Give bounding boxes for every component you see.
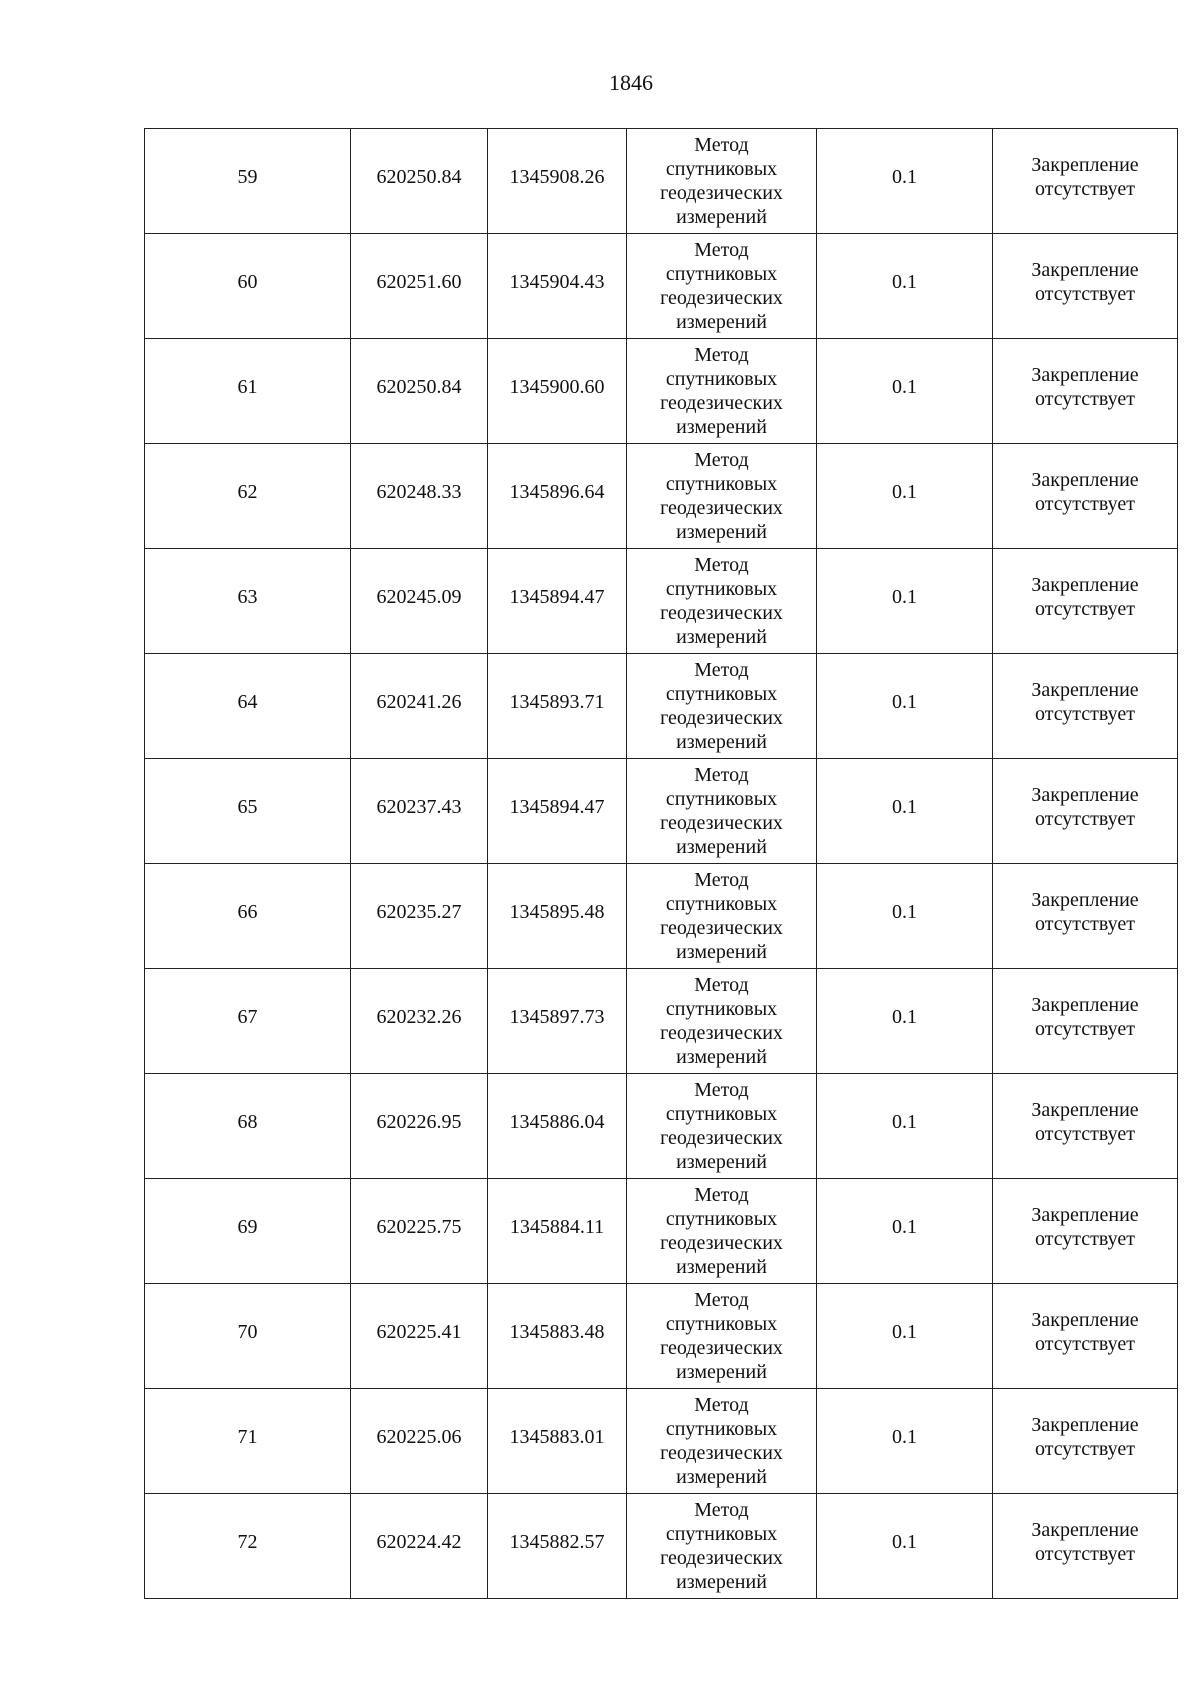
fixing-cell <box>993 549 1178 654</box>
point-number-cell: 62 <box>145 444 351 549</box>
method-cell-line: спутниковых <box>665 578 778 600</box>
method-cell <box>627 1389 817 1494</box>
method-cell-line: Метод <box>694 554 749 576</box>
fixing-cell-line: Закрепление <box>1031 994 1139 1016</box>
method-cell-line: измерений <box>676 1046 767 1068</box>
accuracy-cell: 0.1 <box>817 1074 993 1179</box>
method-cell-line: измерений <box>676 521 767 543</box>
method-cell <box>627 969 817 1074</box>
method-cell-line: измерений <box>676 941 767 963</box>
method-cell-line: геодезических <box>660 182 783 204</box>
x-coordinate-cell: 620232.26 <box>351 969 488 1074</box>
fixing-cell-line: отсутствует <box>1034 388 1136 410</box>
x-coordinate-cell: 620225.06 <box>351 1389 488 1494</box>
point-number-cell: 59 <box>145 129 351 234</box>
table-row <box>145 654 1178 759</box>
accuracy-cell: 0.1 <box>817 1494 993 1599</box>
fixing-cell-line: отсутствует <box>1034 808 1136 830</box>
fixing-cell-line: Закрепление <box>1031 1204 1139 1226</box>
method-cell-line: спутниковых <box>665 368 778 390</box>
fixing-cell <box>993 969 1178 1074</box>
method-cell-line: измерений <box>676 1466 767 1488</box>
method-cell-line: Метод <box>694 449 749 471</box>
table-row <box>145 549 1178 654</box>
y-coordinate-cell: 1345883.48 <box>488 1284 627 1389</box>
method-cell <box>627 1074 817 1179</box>
page-number: 1846 <box>609 70 653 95</box>
point-number-cell: 69 <box>145 1179 351 1284</box>
fixing-cell <box>993 1284 1178 1389</box>
method-cell <box>627 1494 817 1599</box>
coordinates-table-body <box>145 129 1178 1599</box>
x-coordinate-cell: 620237.43 <box>351 759 488 864</box>
x-coordinate-cell: 620245.09 <box>351 549 488 654</box>
method-cell-line: Метод <box>694 1289 749 1311</box>
method-cell-line: измерений <box>676 206 767 228</box>
table-row <box>145 1284 1178 1389</box>
fixing-cell-line: Закрепление <box>1031 154 1139 176</box>
method-cell-line: геодезических <box>660 1547 783 1569</box>
table-row <box>145 1494 1178 1599</box>
point-number-cell: 72 <box>145 1494 351 1599</box>
method-cell-line: измерений <box>676 311 767 333</box>
method-cell <box>627 759 817 864</box>
method-cell-line: Метод <box>694 239 749 261</box>
fixing-cell-line: отсутствует <box>1034 913 1136 935</box>
fixing-cell-line: отсутствует <box>1034 703 1136 725</box>
method-cell-line: спутниковых <box>665 158 778 180</box>
fixing-cell-line: Закрепление <box>1031 889 1139 911</box>
fixing-cell-line: Закрепление <box>1031 1414 1139 1436</box>
fixing-cell-line: отсутствует <box>1034 598 1136 620</box>
table-row <box>145 234 1178 339</box>
method-cell-line: геодезических <box>660 1022 783 1044</box>
y-coordinate-cell: 1345883.01 <box>488 1389 627 1494</box>
x-coordinate-cell: 620248.33 <box>351 444 488 549</box>
fixing-cell-line: отсутствует <box>1034 1018 1136 1040</box>
method-cell-line: геодезических <box>660 287 783 309</box>
accuracy-cell: 0.1 <box>817 759 993 864</box>
point-number-cell: 60 <box>145 234 351 339</box>
method-cell-line: спутниковых <box>665 1103 778 1125</box>
fixing-cell-line: отсутствует <box>1034 178 1136 200</box>
accuracy-cell: 0.1 <box>817 1179 993 1284</box>
method-cell <box>627 1179 817 1284</box>
fixing-cell-line: Закрепление <box>1031 259 1139 281</box>
point-number-cell: 63 <box>145 549 351 654</box>
table-row <box>145 1389 1178 1494</box>
accuracy-cell: 0.1 <box>817 234 993 339</box>
x-coordinate-cell: 620224.42 <box>351 1494 488 1599</box>
method-cell-line: геодезических <box>660 917 783 939</box>
method-cell-line: измерений <box>676 1151 767 1173</box>
point-number-cell: 67 <box>145 969 351 1074</box>
method-cell-line: Метод <box>694 1499 749 1521</box>
method-cell-line: измерений <box>676 1256 767 1278</box>
method-cell-line: спутниковых <box>665 473 778 495</box>
point-number-cell: 68 <box>145 1074 351 1179</box>
point-number-cell: 66 <box>145 864 351 969</box>
x-coordinate-cell: 620241.26 <box>351 654 488 759</box>
fixing-cell-line: отсутствует <box>1034 493 1136 515</box>
y-coordinate-cell: 1345894.47 <box>488 549 627 654</box>
method-cell-line: измерений <box>676 626 767 648</box>
fixing-cell <box>993 1494 1178 1599</box>
method-cell-line: спутниковых <box>665 263 778 285</box>
fixing-cell-line: Закрепление <box>1031 364 1139 386</box>
y-coordinate-cell: 1345893.71 <box>488 654 627 759</box>
fixing-cell <box>993 1389 1178 1494</box>
method-cell-line: спутниковых <box>665 1523 778 1545</box>
fixing-cell <box>993 864 1178 969</box>
table-row <box>145 864 1178 969</box>
method-cell <box>627 1284 817 1389</box>
method-cell-line: спутниковых <box>665 1418 778 1440</box>
y-coordinate-cell: 1345886.04 <box>488 1074 627 1179</box>
method-cell-line: измерений <box>676 416 767 438</box>
fixing-cell-line: отсутствует <box>1034 283 1136 305</box>
accuracy-cell: 0.1 <box>817 549 993 654</box>
y-coordinate-cell: 1345897.73 <box>488 969 627 1074</box>
x-coordinate-cell: 620225.75 <box>351 1179 488 1284</box>
method-cell <box>627 549 817 654</box>
accuracy-cell: 0.1 <box>817 864 993 969</box>
method-cell-line: спутниковых <box>665 893 778 915</box>
accuracy-cell: 0.1 <box>817 1389 993 1494</box>
method-cell <box>627 234 817 339</box>
fixing-cell <box>993 1074 1178 1179</box>
fixing-cell <box>993 129 1178 234</box>
method-cell-line: геодезических <box>660 707 783 729</box>
fixing-cell-line: Закрепление <box>1031 679 1139 701</box>
method-cell-line: спутниковых <box>665 683 778 705</box>
accuracy-cell: 0.1 <box>817 339 993 444</box>
method-cell-line: Метод <box>694 344 749 366</box>
method-cell-line: Метод <box>694 764 749 786</box>
method-cell <box>627 444 817 549</box>
method-cell-line: геодезических <box>660 1232 783 1254</box>
fixing-cell <box>993 654 1178 759</box>
table-row <box>145 759 1178 864</box>
x-coordinate-cell: 620251.60 <box>351 234 488 339</box>
method-cell-line: Метод <box>694 134 749 156</box>
accuracy-cell: 0.1 <box>817 654 993 759</box>
table-row <box>145 1074 1178 1179</box>
fixing-cell <box>993 234 1178 339</box>
accuracy-cell: 0.1 <box>817 444 993 549</box>
method-cell-line: геодезических <box>660 1127 783 1149</box>
x-coordinate-cell: 620225.41 <box>351 1284 488 1389</box>
fixing-cell-line: Закрепление <box>1031 574 1139 596</box>
fixing-cell-line: Закрепление <box>1031 1309 1139 1331</box>
y-coordinate-cell: 1345894.47 <box>488 759 627 864</box>
x-coordinate-cell: 620250.84 <box>351 129 488 234</box>
y-coordinate-cell: 1345895.48 <box>488 864 627 969</box>
method-cell-line: спутниковых <box>665 788 778 810</box>
method-cell-line: измерений <box>676 1571 767 1593</box>
method-cell-line: Метод <box>694 659 749 681</box>
table-row <box>145 969 1178 1074</box>
method-cell-line: спутниковых <box>665 1208 778 1230</box>
fixing-cell <box>993 1179 1178 1284</box>
point-number-cell: 71 <box>145 1389 351 1494</box>
fixing-cell-line: Закрепление <box>1031 469 1139 491</box>
fixing-cell-line: отсутствует <box>1034 1123 1136 1145</box>
fixing-cell-line: отсутствует <box>1034 1333 1136 1355</box>
method-cell <box>627 129 817 234</box>
method-cell <box>627 864 817 969</box>
table-row <box>145 129 1178 234</box>
method-cell <box>627 339 817 444</box>
y-coordinate-cell: 1345904.43 <box>488 234 627 339</box>
method-cell-line: Метод <box>694 974 749 996</box>
fixing-cell <box>993 339 1178 444</box>
fixing-cell-line: отсутствует <box>1034 1438 1136 1460</box>
method-cell-line: геодезических <box>660 1337 783 1359</box>
method-cell <box>627 654 817 759</box>
fixing-cell <box>993 444 1178 549</box>
y-coordinate-cell: 1345908.26 <box>488 129 627 234</box>
fixing-cell-line: Закрепление <box>1031 1519 1139 1541</box>
y-coordinate-cell: 1345896.64 <box>488 444 627 549</box>
method-cell-line: геодезических <box>660 812 783 834</box>
fixing-cell-line: отсутствует <box>1034 1543 1136 1565</box>
point-number-cell: 65 <box>145 759 351 864</box>
method-cell-line: измерений <box>676 836 767 858</box>
y-coordinate-cell: 1345884.11 <box>488 1179 627 1284</box>
fixing-cell-line: отсутствует <box>1034 1228 1136 1250</box>
x-coordinate-cell: 620235.27 <box>351 864 488 969</box>
y-coordinate-cell: 1345900.60 <box>488 339 627 444</box>
x-coordinate-cell: 620226.95 <box>351 1074 488 1179</box>
accuracy-cell: 0.1 <box>817 1284 993 1389</box>
coordinates-table <box>144 128 1178 1599</box>
method-cell-line: Метод <box>694 869 749 891</box>
x-coordinate-cell: 620250.84 <box>351 339 488 444</box>
method-cell-line: Метод <box>694 1184 749 1206</box>
method-cell-line: Метод <box>694 1079 749 1101</box>
method-cell-line: геодезических <box>660 602 783 624</box>
accuracy-cell: 0.1 <box>817 969 993 1074</box>
method-cell-line: геодезических <box>660 1442 783 1464</box>
point-number-cell: 70 <box>145 1284 351 1389</box>
point-number-cell: 61 <box>145 339 351 444</box>
table-row <box>145 1179 1178 1284</box>
table-row <box>145 444 1178 549</box>
fixing-cell <box>993 759 1178 864</box>
method-cell-line: геодезических <box>660 497 783 519</box>
method-cell-line: измерений <box>676 1361 767 1383</box>
method-cell-line: геодезических <box>660 392 783 414</box>
method-cell-line: спутниковых <box>665 998 778 1020</box>
method-cell-line: спутниковых <box>665 1313 778 1335</box>
fixing-cell-line: Закрепление <box>1031 1099 1139 1121</box>
point-number-cell: 64 <box>145 654 351 759</box>
y-coordinate-cell: 1345882.57 <box>488 1494 627 1599</box>
method-cell-line: измерений <box>676 731 767 753</box>
method-cell-line: Метод <box>694 1394 749 1416</box>
fixing-cell-line: Закрепление <box>1031 784 1139 806</box>
table-row <box>145 339 1178 444</box>
accuracy-cell: 0.1 <box>817 129 993 234</box>
